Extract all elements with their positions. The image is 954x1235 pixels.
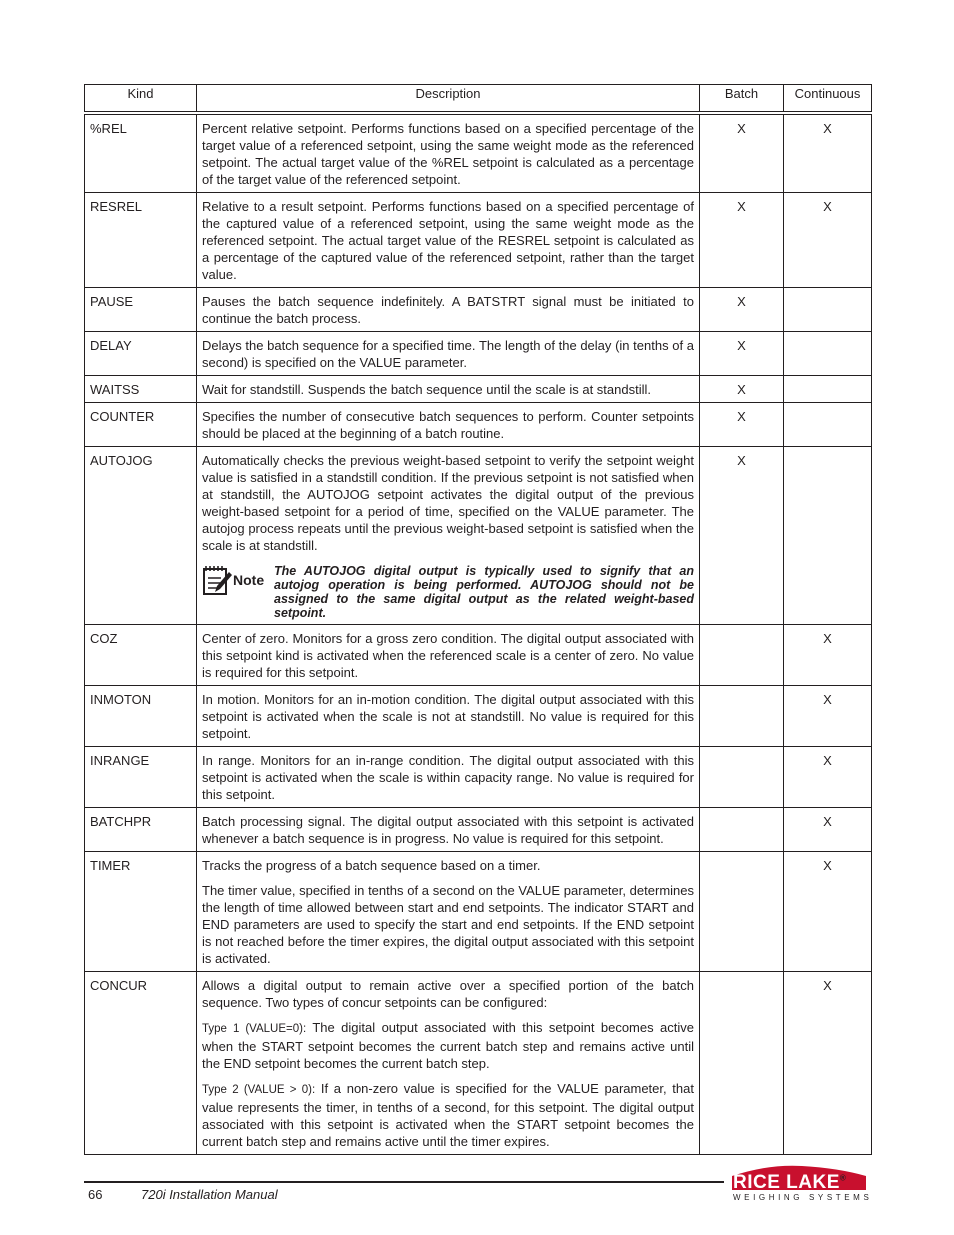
description-paragraph: Delays the batch sequence for a specified time. The length of the delay (in tenths of a second) is specified on the VALUE parameter. — [202, 338, 694, 370]
note-icon — [202, 564, 232, 596]
table-row — [85, 972, 872, 1155]
table-row — [85, 403, 872, 447]
footer-rule — [84, 1181, 724, 1183]
batch-mark: X — [700, 113, 784, 193]
description-paragraph: In range. Monitors for an in-range condition. The digital output associated with this setpoint is activated when the scale is within capacity range. No value is required for this setpoint. — [202, 753, 694, 802]
setpoint-description — [197, 747, 700, 808]
continuous-mark: X — [784, 972, 872, 1155]
setpoint-kind: PAUSE — [85, 288, 197, 332]
table-row — [85, 747, 872, 808]
continuous-mark: X — [784, 193, 872, 288]
table-header-row — [85, 85, 872, 114]
continuous-mark — [784, 288, 872, 332]
concur-type-text: The digital output associated with this setpoint becomes active when the START setpoint becomes the current batch step and remains active until the END setpoint becomes the current batch step. — [202, 1020, 694, 1071]
setpoint-description — [197, 686, 700, 747]
concur-type-label: Type 2 (VALUE > 0): — [202, 1084, 316, 1096]
batch-mark: X — [700, 193, 784, 288]
description-paragraph: Pauses the batch sequence indefinitely. A BATSTRT signal must be initiated to continue the batch process. — [202, 294, 694, 326]
batch-mark — [700, 686, 784, 747]
setpoint-kind: INRANGE — [85, 747, 197, 808]
setpoint-description — [197, 193, 700, 288]
description-paragraph: Specifies the number of consecutive batch sequences to perform. Counter setpoints should be placed at the beginning of a batch routine. — [202, 409, 694, 441]
concur-type-label: Type 1 (VALUE=0): — [202, 1023, 307, 1035]
batch-mark: X — [700, 332, 784, 376]
continuous-mark — [784, 447, 872, 625]
concur-type-paragraph — [202, 1080, 694, 1150]
table-row — [85, 288, 872, 332]
continuous-mark — [784, 403, 872, 447]
page-number: 66 — [88, 1187, 103, 1202]
description-paragraph: Tracks the progress of a batch sequence based on a timer. — [202, 858, 541, 873]
continuous-mark: X — [784, 113, 872, 193]
setpoint-kind: TIMER — [85, 852, 197, 972]
continuous-mark: X — [784, 852, 872, 972]
batch-mark — [700, 625, 784, 686]
setpoint-description — [197, 403, 700, 447]
batch-mark: X — [700, 376, 784, 403]
concur-type-paragraph — [202, 1019, 694, 1072]
description-paragraph: In motion. Monitors for an in-motion condition. The digital output associated with this setpoint is activated when the scale is not at standstill. No value is required for this setpoint. — [202, 692, 694, 741]
setpoint-kind: CONCUR — [85, 972, 197, 1155]
table-row — [85, 193, 872, 288]
batch-mark — [700, 747, 784, 808]
setpoint-kinds-table — [84, 84, 872, 1155]
table-row — [85, 625, 872, 686]
table-row — [85, 332, 872, 376]
setpoint-kind: BATCHPR — [85, 808, 197, 852]
batch-mark — [700, 808, 784, 852]
header-batch: Batch — [700, 85, 784, 114]
batch-mark — [700, 972, 784, 1155]
table-row — [85, 376, 872, 403]
batch-mark — [700, 852, 784, 972]
table-row — [85, 113, 872, 193]
setpoint-description — [197, 852, 700, 972]
concur-type-text: If a non-zero value is specified for the VALUE parameter, that value represents the timer, in tenths of a second, for this setpoint. The digital output associated with this setpoint is activated when the START setpoint becomes the current batch step and remains active until the timer expires. — [202, 1081, 694, 1149]
setpoint-description — [197, 332, 700, 376]
continuous-mark — [784, 332, 872, 376]
setpoint-kind: DELAY — [85, 332, 197, 376]
continuous-mark: X — [784, 808, 872, 852]
continuous-mark: X — [784, 747, 872, 808]
continuous-mark — [784, 376, 872, 403]
batch-mark: X — [700, 288, 784, 332]
batch-mark: X — [700, 403, 784, 447]
rice-lake-logo — [728, 1164, 872, 1204]
description-paragraph: Percent relative setpoint. Performs functions based on a specified percentage of the target value of a referenced setpoint, using the same weight mode as the referenced setpoint. The actual target value of the %REL setpoint is calculated as a percentage of the target value of the referenced setpoint. — [202, 121, 694, 187]
header-description: Description — [197, 85, 700, 114]
table-body — [85, 113, 872, 1155]
description-paragraph: Automatically checks the previous weight-based setpoint to verify the setpoint weight value is satisfied in a standstill condition. If the previous setpoint is not satisfied when at standstill, the AUTOJOG setpoint activates the digital output of the previous weight-based setpoint for a period of time, specified on the VALUE parameter. The autojog process repeats until the previous weight-based setpoint is satisfied when the scale is at standstill. — [202, 453, 694, 553]
description-paragraph: Batch processing signal. The digital output associated with this setpoint is activated whenever a batch sequence is in progress. No value is required for this setpoint. — [202, 814, 694, 846]
table-row — [85, 852, 872, 972]
description-paragraph: Wait for standstill. Suspends the batch sequence until the scale is at standstill. — [202, 382, 651, 397]
header-continuous: Continuous — [784, 85, 872, 114]
setpoint-description — [197, 808, 700, 852]
note-box — [202, 564, 694, 620]
table-row — [85, 447, 872, 625]
description-paragraph: Allows a digital output to remain active over a specified portion of the batch sequence. Two types of concur setpoints can be configured: — [202, 978, 694, 1010]
table-row — [85, 686, 872, 747]
manual-title: 720i Installation Manual — [141, 1187, 278, 1202]
setpoint-description — [197, 113, 700, 193]
setpoint-description — [197, 288, 700, 332]
setpoint-description — [197, 447, 700, 625]
description-paragraph: Relative to a result setpoint. Performs functions based on a specified percentage of the captured value of a referenced setpoint, using the same weight mode as the referenced setpoint. The actual target value of the RESREL setpoint is calculated as a percentage of the captured value of the referenced setpoint, rather than the target value. — [202, 199, 694, 282]
setpoint-description — [197, 625, 700, 686]
setpoint-kind: INMOTON — [85, 686, 197, 747]
note-label: Note — [233, 571, 265, 588]
logo-subtitle: WEIGHING SYSTEMS — [733, 1193, 873, 1202]
setpoint-kind: %REL — [85, 113, 197, 193]
setpoint-description — [197, 376, 700, 403]
setpoint-kind: AUTOJOG — [85, 447, 197, 625]
batch-mark: X — [700, 447, 784, 625]
logo-name: RICE LAKE® — [733, 1172, 847, 1193]
header-kind: Kind — [85, 85, 197, 114]
setpoint-kind: WAITSS — [85, 376, 197, 403]
description-paragraph: Center of zero. Monitors for a gross zero condition. The digital output associated with this setpoint kind is activated when the referenced scale is a center of zero. No value is required for this setpoint. — [202, 631, 694, 680]
setpoint-kind: RESREL — [85, 193, 197, 288]
note-icon-wrap — [202, 564, 274, 596]
setpoint-kind: COUNTER — [85, 403, 197, 447]
description-paragraph: The timer value, specified in tenths of a second on the VALUE parameter, determines the length of time allowed between start and end setpoints. The indicator START and END parameters are used to specify the start and end setpoints. If the END setpoint is not reached before the timer expires, the digital output associated with this setpoint is activated. — [202, 883, 694, 966]
continuous-mark: X — [784, 625, 872, 686]
setpoint-description — [197, 972, 700, 1155]
continuous-mark: X — [784, 686, 872, 747]
note-text: The AUTOJOG digital output is typically used to signify that an autojog operation is being performed. AUTOJOG should not be assigned to the same digital output as the related weight-based setpoint. — [274, 564, 694, 620]
table-row — [85, 808, 872, 852]
setpoint-kind: COZ — [85, 625, 197, 686]
